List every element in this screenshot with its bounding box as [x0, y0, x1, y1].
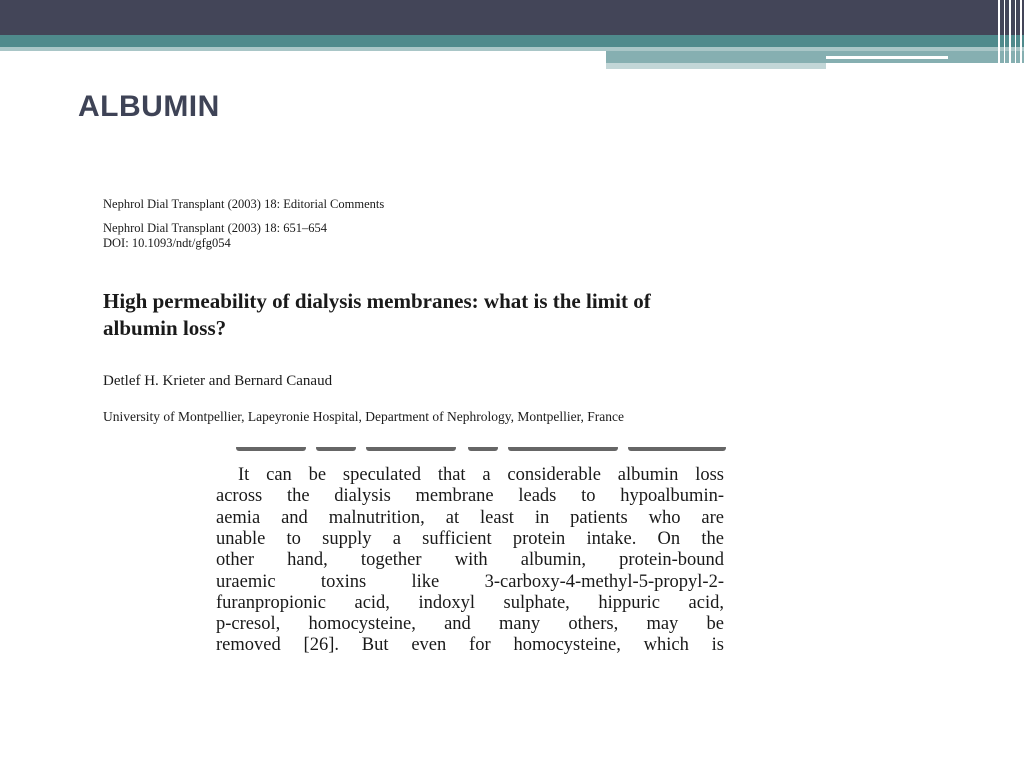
top-bar-right-accent-lower: [606, 63, 826, 69]
paper-title-line-1: High permeability of dialysis membranes: what is the limit of: [103, 289, 651, 313]
excerpt-line: furanpropionic acid, indoxyl sulphate, hippuric acid,: [216, 592, 724, 613]
excerpt-line: removed [26]. But even for homocysteine, which is: [216, 635, 724, 656]
paper-title: [103, 288, 823, 342]
excerpt-line: uraemic toxins like 3-carboxy-4-methyl-5-propyl-2-: [216, 571, 724, 592]
doi-line: DOI: 10.1093/ndt/gfg054: [103, 236, 231, 250]
paper-header-scan: [92, 180, 782, 435]
excerpt-line: It can be speculated that a considerable albumin loss: [238, 465, 724, 485]
top-bar-right-accent: [606, 51, 1024, 63]
citation-line: Nephrol Dial Transplant (2003) 18: 651–654: [103, 221, 327, 235]
excerpt-line: across the dialysis membrane leads to hypoalbumin-: [216, 486, 724, 507]
journal-line: Nephrol Dial Transplant (2003) 18: Editorial Comments: [103, 197, 385, 211]
cropped-text-line: [236, 447, 726, 453]
right-vertical-stripes: [994, 0, 1024, 70]
slide-title: ALBUMIN: [78, 90, 220, 123]
excerpt-line: aemia and malnutrition, at least in patients who are: [216, 507, 724, 528]
paper-authors: Detlef H. Krieter and Bernard Canaud: [103, 373, 333, 389]
top-bar-right-highlight: [826, 56, 948, 59]
paper-affiliation: University of Montpellier, Lapeyronie Hospital, Department of Nephrology, Montpellier, France: [103, 409, 625, 424]
top-bar-teal: [0, 35, 1024, 47]
top-bar-dark: [0, 0, 1024, 35]
excerpt-line: p-cresol, homocysteine, and many others, may be: [216, 614, 724, 635]
excerpt-line: unable to supply a sufficient protein intake. On the: [216, 528, 724, 549]
paper-excerpt-scan: [206, 447, 728, 663]
excerpt-line: other hand, together with albumin, protein-bound: [216, 550, 724, 571]
paper-title-line-2: albumin loss?: [103, 316, 227, 340]
